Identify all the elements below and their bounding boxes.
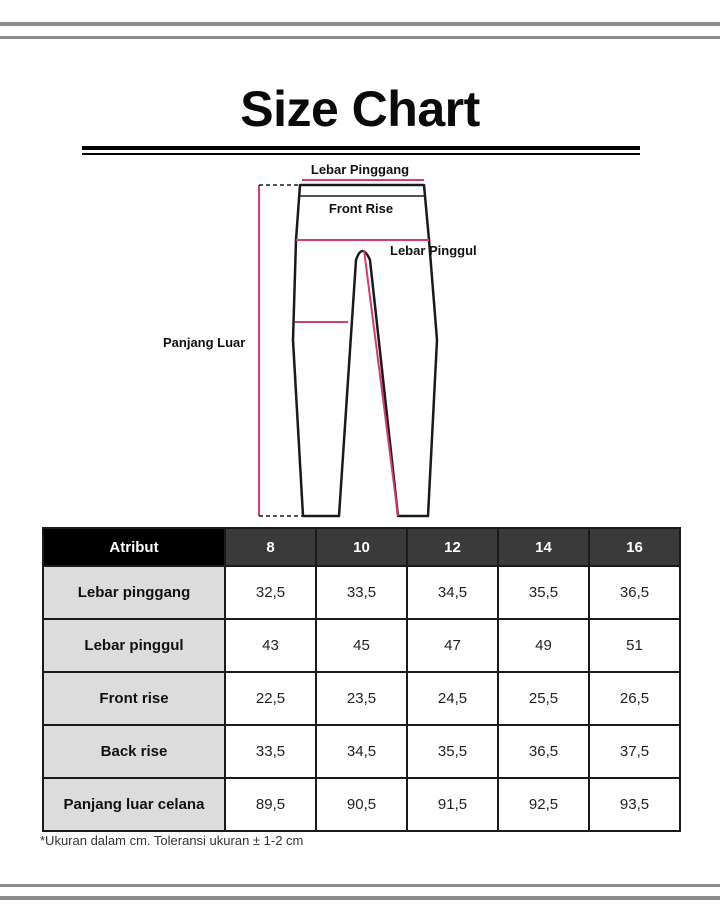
table-cell: 36,5	[589, 566, 680, 619]
table-cell: 24,5	[407, 672, 498, 725]
table-cell: 37,5	[589, 725, 680, 778]
inseam-measure-line	[364, 250, 398, 516]
label-panjang-luar: Panjang Luar	[163, 335, 246, 350]
table-cell: 49	[498, 619, 589, 672]
table-cell: 93,5	[589, 778, 680, 831]
table-cell: 34,5	[407, 566, 498, 619]
row-label: Lebar pinggul	[43, 619, 225, 672]
table-cell: 47	[407, 619, 498, 672]
label-lebar-pinggul: Lebar Pinggul	[390, 243, 477, 258]
top-border-line	[0, 22, 720, 26]
table-cell: 34,5	[316, 725, 407, 778]
row-label: Panjang luar celana	[43, 778, 225, 831]
table-cell: 32,5	[225, 566, 316, 619]
table-cell: 23,5	[316, 672, 407, 725]
footnote: *Ukuran dalam cm. Toleransi ukuran ± 1-2 cm	[40, 833, 304, 848]
pants-measurement-diagram	[0, 150, 720, 525]
row-label: Back rise	[43, 725, 225, 778]
row-label: Front rise	[43, 672, 225, 725]
table-cell: 35,5	[498, 566, 589, 619]
page-title: Size Chart	[240, 81, 480, 137]
table-row	[43, 725, 680, 778]
top-border-line-inner	[0, 36, 720, 39]
table-cell: 91,5	[407, 778, 498, 831]
header-cell-atribut: Atribut	[43, 528, 225, 566]
header-cell-size: 8	[225, 528, 316, 566]
header-cell-size: 14	[498, 528, 589, 566]
table-cell: 43	[225, 619, 316, 672]
table-row	[43, 672, 680, 725]
table-cell: 35,5	[407, 725, 498, 778]
table-cell: 33,5	[316, 566, 407, 619]
size-table	[42, 527, 681, 832]
table-row	[43, 778, 680, 831]
table-cell: 89,5	[225, 778, 316, 831]
table-row	[43, 619, 680, 672]
table-cell: 26,5	[589, 672, 680, 725]
header-cell-size: 10	[316, 528, 407, 566]
header-cell-size: 12	[407, 528, 498, 566]
label-lebar-pinggang: Lebar Pinggang	[310, 162, 410, 177]
table-cell: 45	[316, 619, 407, 672]
table-cell: 22,5	[225, 672, 316, 725]
table-cell: 51	[589, 619, 680, 672]
table-header-row	[43, 528, 680, 566]
header-cell-size: 16	[589, 528, 680, 566]
table-cell: 33,5	[225, 725, 316, 778]
row-label: Lebar pinggang	[43, 566, 225, 619]
label-front-rise: Front Rise	[328, 201, 394, 216]
bottom-border-line-inner	[0, 884, 720, 887]
table-cell: 90,5	[316, 778, 407, 831]
table-row	[43, 566, 680, 619]
pants-outline	[293, 185, 437, 516]
bottom-border-line	[0, 896, 720, 900]
table-cell: 36,5	[498, 725, 589, 778]
table-cell: 92,5	[498, 778, 589, 831]
table-cell: 25,5	[498, 672, 589, 725]
